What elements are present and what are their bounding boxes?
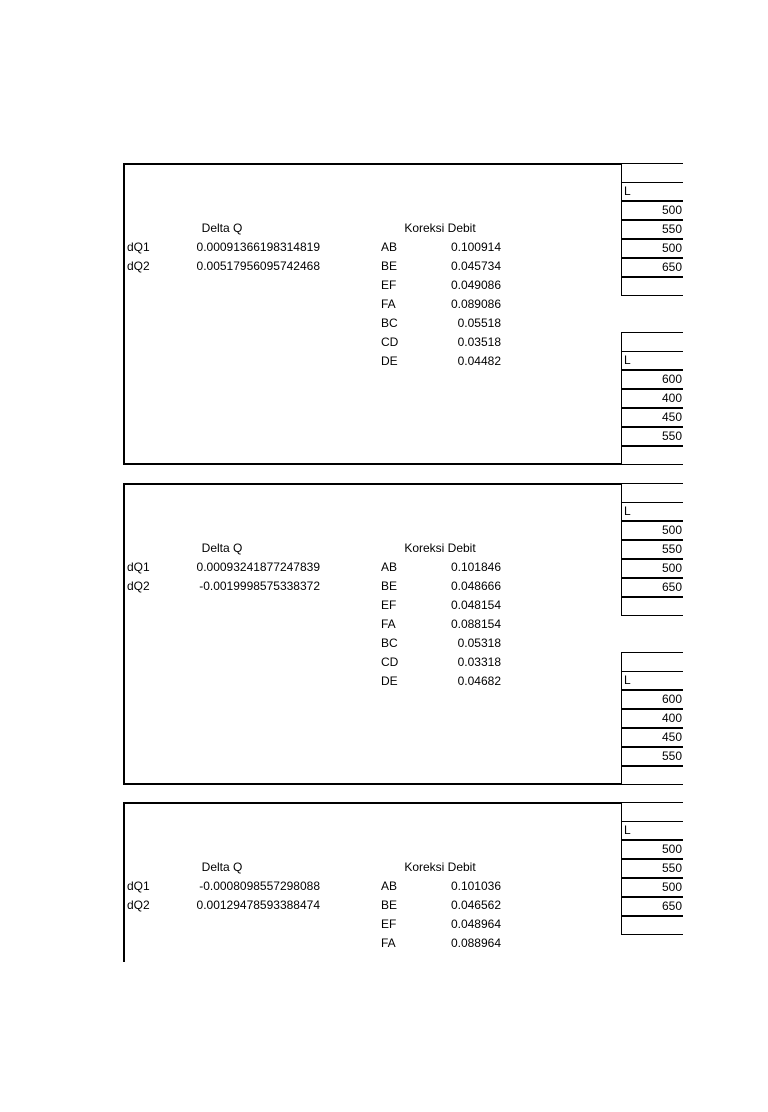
dq-value: 0.00091366198314819: [196, 240, 320, 254]
delta-q-header: Delta Q: [201, 221, 243, 235]
pipe-label: FA: [381, 617, 396, 631]
pipe-label: AB: [381, 879, 398, 893]
length-table-1-cell: 500: [621, 239, 683, 258]
pipe-label: EF: [381, 598, 397, 612]
koreksi-value: 0.089086: [450, 297, 501, 311]
koreksi-value: 0.046562: [450, 898, 501, 912]
dq-label: dQ2: [127, 259, 150, 273]
length-table-1-top-border: [621, 483, 683, 484]
length-table-2-empty-cell: [621, 766, 683, 785]
length-table-2-cell: 400: [621, 709, 683, 728]
koreksi-value: 0.048154: [450, 598, 501, 612]
pipe-label: EF: [381, 917, 397, 931]
length-table-1-header: L: [621, 182, 683, 201]
dq-label: dQ1: [127, 240, 150, 254]
koreksi-debit-header: Koreksi Debit: [404, 541, 476, 555]
length-table-2-cell: 550: [621, 747, 683, 766]
koreksi-value: 0.101846: [450, 560, 501, 574]
length-table-1-cell: 550: [621, 540, 683, 559]
dq-value: -0.0008098557298088: [199, 879, 320, 893]
koreksi-value: 0.05518: [457, 316, 501, 330]
length-table-2-cell: 550: [621, 427, 683, 446]
length-table-1-cell: 550: [621, 859, 683, 878]
koreksi-value: 0.049086: [450, 278, 501, 292]
pipe-label: CD: [381, 335, 399, 349]
length-table-1-empty-cell: [621, 916, 683, 935]
dq-value: -0.0019998575338372: [199, 579, 320, 593]
length-table-1-cell: 500: [621, 840, 683, 859]
dq-label: dQ2: [127, 898, 150, 912]
dq-label: dQ1: [127, 879, 150, 893]
delta-q-header: Delta Q: [201, 860, 243, 874]
length-table-2-cell: 400: [621, 389, 683, 408]
length-table-1-cell: 650: [621, 258, 683, 277]
calc-block-1: [0, 163, 768, 473]
pipe-label: DE: [381, 354, 398, 368]
block-frame: [123, 483, 621, 785]
koreksi-value: 0.045734: [450, 259, 501, 273]
pipe-label: CD: [381, 655, 399, 669]
pipe-label: BE: [381, 259, 398, 273]
length-table-1-top-border: [621, 802, 683, 803]
length-table-1-cell: 500: [621, 201, 683, 220]
length-table-1-header: L: [621, 502, 683, 521]
delta-q-header: Delta Q: [201, 541, 243, 555]
length-table-1-top-border: [621, 163, 683, 164]
koreksi-value: 0.04682: [457, 674, 501, 688]
dq-value: 0.00093241877247839: [196, 560, 320, 574]
length-table-2-empty-cell: [621, 446, 683, 465]
block-frame: [123, 163, 621, 465]
dq-label: dQ1: [127, 560, 150, 574]
length-table-2-header: L: [621, 671, 683, 690]
koreksi-value: 0.101036: [450, 879, 501, 893]
pipe-label: BC: [381, 636, 398, 650]
koreksi-value: 0.048666: [450, 579, 501, 593]
pipe-label: BE: [381, 579, 398, 593]
length-table-1-empty-cell: [621, 597, 683, 616]
length-table-1-cell: 650: [621, 897, 683, 916]
calc-block-2: [0, 483, 768, 793]
dq-label: dQ2: [127, 579, 150, 593]
koreksi-value: 0.03518: [457, 335, 501, 349]
koreksi-value: 0.04482: [457, 354, 501, 368]
pipe-label: FA: [381, 297, 396, 311]
dq-value: 0.00129478593388474: [196, 898, 320, 912]
koreksi-value: 0.05318: [457, 636, 501, 650]
length-table-2-cell: 450: [621, 728, 683, 747]
koreksi-value: 0.03318: [457, 655, 501, 669]
length-table-2-header: L: [621, 351, 683, 370]
length-table-2-cell: 450: [621, 408, 683, 427]
length-table-2-cell: 600: [621, 690, 683, 709]
length-table-2-cell: 600: [621, 370, 683, 389]
length-table-2-top-border: [621, 652, 683, 653]
koreksi-value: 0.048964: [450, 917, 501, 931]
length-table-2-top-border: [621, 332, 683, 333]
length-table-1-header: L: [621, 821, 683, 840]
length-table-1-cell: 500: [621, 521, 683, 540]
pipe-label: FA: [381, 936, 396, 950]
koreksi-value: 0.088964: [450, 936, 501, 950]
length-table-1-empty-cell: [621, 277, 683, 296]
pipe-label: DE: [381, 674, 398, 688]
length-table-1-cell: 500: [621, 878, 683, 897]
length-table-1-cell: 500: [621, 559, 683, 578]
length-table-1-cell: 550: [621, 220, 683, 239]
pipe-label: EF: [381, 278, 397, 292]
koreksi-value: 0.088154: [450, 617, 501, 631]
pipe-label: BE: [381, 898, 398, 912]
koreksi-debit-header: Koreksi Debit: [404, 860, 476, 874]
pipe-label: AB: [381, 560, 398, 574]
length-table-1-cell: 650: [621, 578, 683, 597]
pipe-label: BC: [381, 316, 398, 330]
dq-value: 0.00517956095742468: [196, 259, 320, 273]
koreksi-debit-header: Koreksi Debit: [404, 221, 476, 235]
calc-block-3: [0, 802, 768, 1112]
pipe-label: AB: [381, 240, 398, 254]
koreksi-value: 0.100914: [450, 240, 501, 254]
